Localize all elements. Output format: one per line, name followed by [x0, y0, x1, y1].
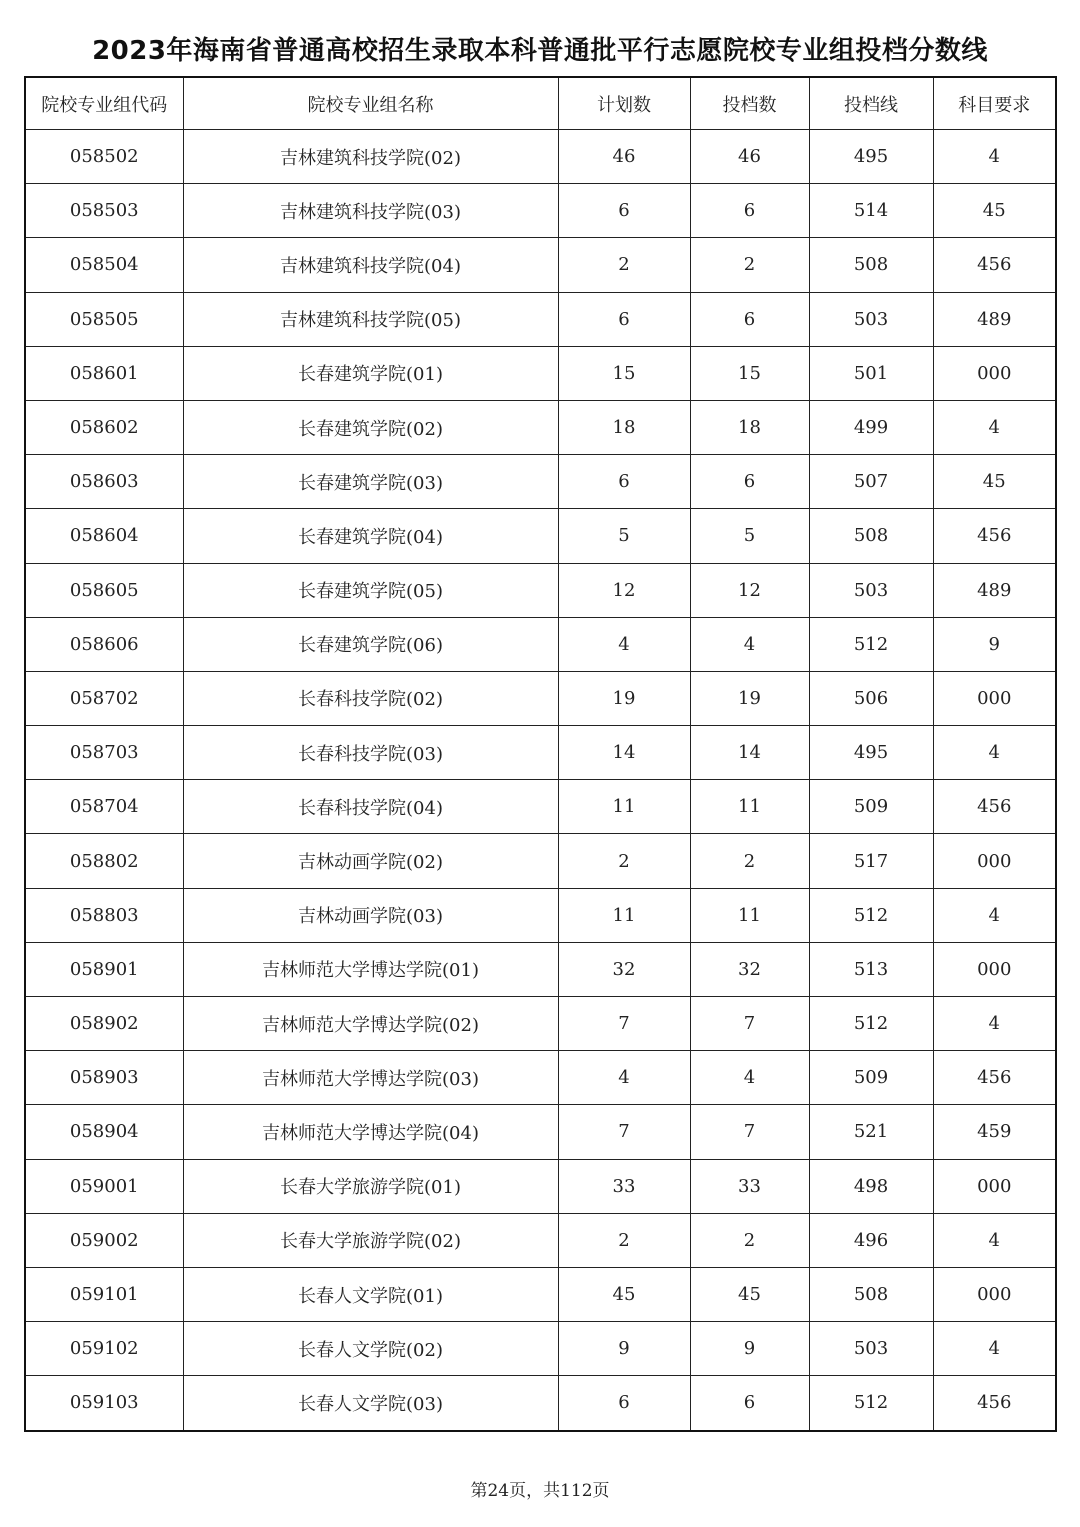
group-code-cell: 058603	[25, 455, 183, 509]
group-name-cell: 长春大学旅游学院(02)	[183, 1213, 558, 1267]
table-body	[25, 130, 1056, 1431]
admit-count-cell: 6	[690, 1376, 809, 1431]
group-name-cell: 吉林师范大学博达学院(03)	[183, 1051, 558, 1105]
subject-requirement-cell: 456	[933, 509, 1056, 563]
group-name-cell: 长春科技学院(03)	[183, 726, 558, 780]
group-name-cell: 吉林建筑科技学院(03)	[183, 184, 558, 238]
table-row	[25, 1267, 1056, 1321]
page-title: 2023年海南省普通高校招生录取本科普通批平行志愿院校专业组投档分数线	[92, 36, 988, 66]
group-name-cell: 长春人文学院(01)	[183, 1267, 558, 1321]
admit-count-cell: 6	[690, 455, 809, 509]
cutoff-score-cell: 507	[809, 455, 933, 509]
table-row	[25, 563, 1056, 617]
group-code-cell: 058802	[25, 834, 183, 888]
subject-requirement-cell: 4	[933, 1322, 1056, 1376]
group-name-cell: 长春建筑学院(05)	[183, 563, 558, 617]
plan-count-cell: 46	[558, 130, 690, 184]
table-row	[25, 130, 1056, 184]
header-group-code: 院校专业组代码	[25, 77, 183, 130]
cutoff-score-cell: 495	[809, 130, 933, 184]
group-name-cell: 长春建筑学院(01)	[183, 346, 558, 400]
plan-count-cell: 7	[558, 997, 690, 1051]
subject-requirement-cell: 489	[933, 563, 1056, 617]
table-row	[25, 292, 1056, 346]
plan-count-cell: 45	[558, 1267, 690, 1321]
subject-requirement-cell: 459	[933, 1105, 1056, 1159]
plan-count-cell: 11	[558, 888, 690, 942]
group-code-cell: 058601	[25, 346, 183, 400]
plan-count-cell: 2	[558, 834, 690, 888]
group-code-cell: 058504	[25, 238, 183, 292]
subject-requirement-cell: 456	[933, 1051, 1056, 1105]
group-code-cell: 058903	[25, 1051, 183, 1105]
table-row	[25, 888, 1056, 942]
subject-requirement-cell: 4	[933, 400, 1056, 454]
group-code-cell: 058902	[25, 997, 183, 1051]
subject-requirement-cell: 489	[933, 292, 1056, 346]
cutoff-score-cell: 503	[809, 292, 933, 346]
group-name-cell: 长春人文学院(02)	[183, 1322, 558, 1376]
subject-requirement-cell: 456	[933, 780, 1056, 834]
header-cutoff-score: 投档线	[809, 77, 933, 130]
cutoff-score-cell: 508	[809, 1267, 933, 1321]
admit-count-cell: 12	[690, 563, 809, 617]
plan-count-cell: 6	[558, 292, 690, 346]
plan-count-cell: 5	[558, 509, 690, 563]
group-code-cell: 058604	[25, 509, 183, 563]
plan-count-cell: 6	[558, 455, 690, 509]
subject-requirement-cell: 4	[933, 997, 1056, 1051]
cutoff-score-cell: 512	[809, 888, 933, 942]
table-row	[25, 671, 1056, 725]
plan-count-cell: 4	[558, 1051, 690, 1105]
subject-requirement-cell: 456	[933, 1376, 1056, 1431]
admit-count-cell: 15	[690, 346, 809, 400]
cutoff-score-cell: 509	[809, 780, 933, 834]
header-group-name: 院校专业组名称	[183, 77, 558, 130]
group-code-cell: 058702	[25, 671, 183, 725]
group-name-cell: 吉林动画学院(02)	[183, 834, 558, 888]
cutoff-score-cell: 512	[809, 1376, 933, 1431]
cutoff-score-cell: 517	[809, 834, 933, 888]
cutoff-score-cell: 496	[809, 1213, 933, 1267]
group-code-cell: 058606	[25, 617, 183, 671]
group-code-cell: 059001	[25, 1159, 183, 1213]
subject-requirement-cell: 000	[933, 834, 1056, 888]
subject-requirement-cell: 45	[933, 455, 1056, 509]
group-code-cell: 058602	[25, 400, 183, 454]
group-code-cell: 058803	[25, 888, 183, 942]
cutoff-score-cell: 512	[809, 617, 933, 671]
admit-count-cell: 2	[690, 1213, 809, 1267]
admit-count-cell: 7	[690, 997, 809, 1051]
subject-requirement-cell: 4	[933, 888, 1056, 942]
group-code-cell: 059002	[25, 1213, 183, 1267]
group-code-cell: 058605	[25, 563, 183, 617]
cutoff-score-cell: 509	[809, 1051, 933, 1105]
cutoff-score-cell: 503	[809, 1322, 933, 1376]
plan-count-cell: 6	[558, 1376, 690, 1431]
admit-count-cell: 32	[690, 942, 809, 996]
plan-count-cell: 12	[558, 563, 690, 617]
subject-requirement-cell: 000	[933, 1159, 1056, 1213]
group-name-cell: 长春科技学院(02)	[183, 671, 558, 725]
cutoff-score-cell: 498	[809, 1159, 933, 1213]
subject-requirement-cell: 000	[933, 346, 1056, 400]
group-name-cell: 长春建筑学院(03)	[183, 455, 558, 509]
group-name-cell: 长春建筑学院(06)	[183, 617, 558, 671]
group-code-cell: 059103	[25, 1376, 183, 1431]
plan-count-cell: 6	[558, 184, 690, 238]
cutoff-score-cell: 499	[809, 400, 933, 454]
plan-count-cell: 14	[558, 726, 690, 780]
subject-requirement-cell: 45	[933, 184, 1056, 238]
page-number: 第24页，共112页	[470, 1481, 610, 1501]
group-name-cell: 吉林师范大学博达学院(02)	[183, 997, 558, 1051]
cutoff-score-cell: 508	[809, 238, 933, 292]
subject-requirement-cell: 456	[933, 238, 1056, 292]
group-name-cell: 吉林师范大学博达学院(01)	[183, 942, 558, 996]
plan-count-cell: 15	[558, 346, 690, 400]
admit-count-cell: 6	[690, 184, 809, 238]
table-row	[25, 1105, 1056, 1159]
admit-count-cell: 2	[690, 238, 809, 292]
plan-count-cell: 7	[558, 1105, 690, 1159]
cutoff-score-cell: 495	[809, 726, 933, 780]
cutoff-score-cell: 508	[809, 509, 933, 563]
subject-requirement-cell: 000	[933, 942, 1056, 996]
subject-requirement-cell: 000	[933, 671, 1056, 725]
table-row	[25, 1213, 1056, 1267]
admit-count-cell: 11	[690, 780, 809, 834]
admit-count-cell: 4	[690, 617, 809, 671]
table-row	[25, 509, 1056, 563]
score-table	[24, 76, 1057, 1432]
cutoff-score-cell: 514	[809, 184, 933, 238]
subject-requirement-cell: 000	[933, 1267, 1056, 1321]
admit-count-cell: 6	[690, 292, 809, 346]
plan-count-cell: 32	[558, 942, 690, 996]
table-row	[25, 617, 1056, 671]
subject-requirement-cell: 4	[933, 1213, 1056, 1267]
subject-requirement-cell: 4	[933, 726, 1056, 780]
group-code-cell: 058502	[25, 130, 183, 184]
cutoff-score-cell: 506	[809, 671, 933, 725]
group-name-cell: 吉林建筑科技学院(02)	[183, 130, 558, 184]
table-row	[25, 997, 1056, 1051]
table-row	[25, 400, 1056, 454]
group-code-cell: 058503	[25, 184, 183, 238]
table-row	[25, 184, 1056, 238]
plan-count-cell: 2	[558, 238, 690, 292]
admit-count-cell: 33	[690, 1159, 809, 1213]
group-code-cell: 058703	[25, 726, 183, 780]
group-code-cell: 058704	[25, 780, 183, 834]
group-name-cell: 吉林师范大学博达学院(04)	[183, 1105, 558, 1159]
admit-count-cell: 7	[690, 1105, 809, 1159]
cutoff-score-cell: 513	[809, 942, 933, 996]
cutoff-score-cell: 503	[809, 563, 933, 617]
subject-requirement-cell: 9	[933, 617, 1056, 671]
cutoff-score-cell: 512	[809, 997, 933, 1051]
admit-count-cell: 14	[690, 726, 809, 780]
group-code-cell: 059102	[25, 1322, 183, 1376]
admit-count-cell: 46	[690, 130, 809, 184]
table-row	[25, 942, 1056, 996]
admit-count-cell: 2	[690, 834, 809, 888]
header-admit-count: 投档数	[690, 77, 809, 130]
header-subject-requirement: 科目要求	[933, 77, 1056, 130]
plan-count-cell: 2	[558, 1213, 690, 1267]
table-row	[25, 780, 1056, 834]
admit-count-cell: 5	[690, 509, 809, 563]
table-row	[25, 1322, 1056, 1376]
plan-count-cell: 18	[558, 400, 690, 454]
group-code-cell: 058901	[25, 942, 183, 996]
group-name-cell: 长春建筑学院(04)	[183, 509, 558, 563]
admit-count-cell: 4	[690, 1051, 809, 1105]
table-row	[25, 455, 1056, 509]
plan-count-cell: 9	[558, 1322, 690, 1376]
admit-count-cell: 18	[690, 400, 809, 454]
plan-count-cell: 11	[558, 780, 690, 834]
admit-count-cell: 9	[690, 1322, 809, 1376]
group-code-cell: 058505	[25, 292, 183, 346]
header-plan-count: 计划数	[558, 77, 690, 130]
group-code-cell: 058904	[25, 1105, 183, 1159]
admit-count-cell: 19	[690, 671, 809, 725]
group-name-cell: 长春建筑学院(02)	[183, 400, 558, 454]
table-row	[25, 1159, 1056, 1213]
admit-count-cell: 11	[690, 888, 809, 942]
table-row	[25, 1376, 1056, 1431]
group-name-cell: 长春人文学院(03)	[183, 1376, 558, 1431]
table-header-row	[25, 77, 1056, 130]
group-name-cell: 吉林动画学院(03)	[183, 888, 558, 942]
cutoff-score-cell: 501	[809, 346, 933, 400]
group-name-cell: 吉林建筑科技学院(04)	[183, 238, 558, 292]
group-code-cell: 059101	[25, 1267, 183, 1321]
table-row	[25, 238, 1056, 292]
table-row	[25, 726, 1056, 780]
subject-requirement-cell: 4	[933, 130, 1056, 184]
plan-count-cell: 4	[558, 617, 690, 671]
table-row	[25, 1051, 1056, 1105]
admit-count-cell: 45	[690, 1267, 809, 1321]
group-name-cell: 长春大学旅游学院(01)	[183, 1159, 558, 1213]
table-row	[25, 834, 1056, 888]
plan-count-cell: 19	[558, 671, 690, 725]
plan-count-cell: 33	[558, 1159, 690, 1213]
cutoff-score-cell: 521	[809, 1105, 933, 1159]
group-name-cell: 吉林建筑科技学院(05)	[183, 292, 558, 346]
table-row	[25, 346, 1056, 400]
group-name-cell: 长春科技学院(04)	[183, 780, 558, 834]
